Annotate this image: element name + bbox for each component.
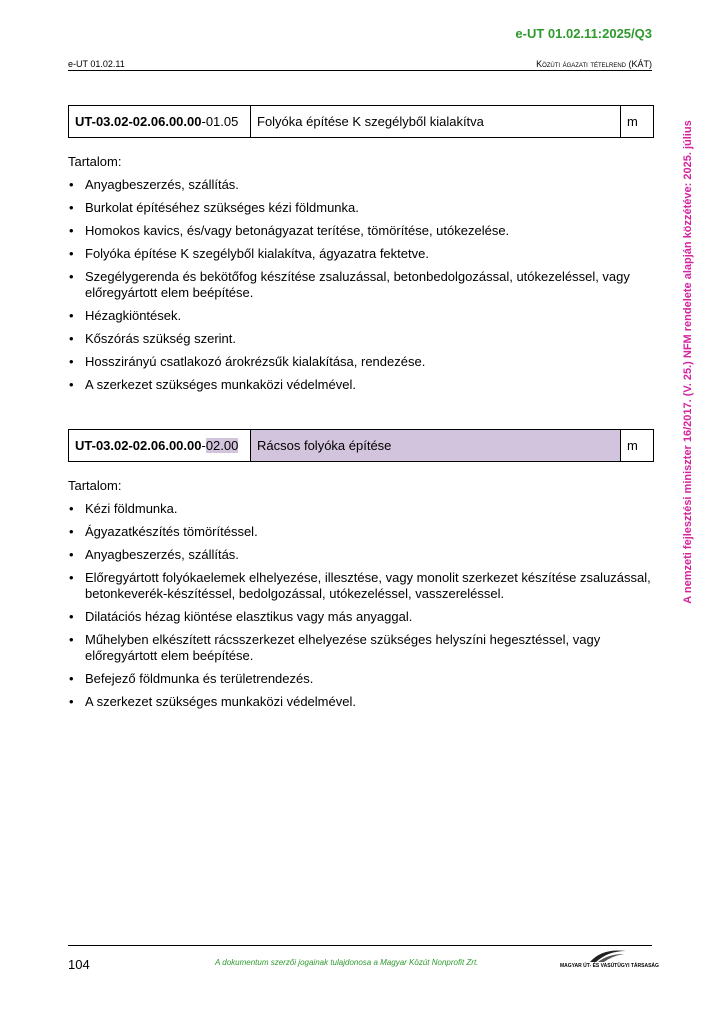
- logo-mark-icon: [588, 948, 628, 964]
- organization-logo: [560, 948, 659, 970]
- logo-text: MAGYAR ÚT- ÉS VASÚTÜGYI TÁRSASÁG: [560, 963, 659, 969]
- header-right: [536, 59, 652, 69]
- item-title: Rácsos folyóka építése: [251, 430, 621, 462]
- list-item: • Hosszirányú csatlakozó árokrézsűk kialakítása, rendezése.: [68, 354, 658, 370]
- side-note-text: A nemzeti fejlesztési miniszter 16/2017. (V. 25.) NFM rendelete alapján közzétéve: 2025. július: [682, 120, 694, 604]
- content-list: [68, 501, 658, 710]
- list-item: • Befejező földmunka és területrendezés.: [68, 671, 658, 687]
- header-divider: [68, 70, 652, 71]
- list-item: • Szegélygerenda és bekötőfog készítése zsaluzással, betonbedolgozással, utókezeléssel, vagy előregyártott elem beépítése.: [68, 269, 658, 301]
- list-item: • Ágyazatkészítés tömörítéssel.: [68, 524, 658, 540]
- footer-divider: [68, 945, 652, 946]
- item-table-1: [68, 105, 654, 138]
- list-item: • Folyóka építése K szegélyből kialakítva, ágyazatra fektetve.: [68, 246, 658, 262]
- list-item: • Kézi földmunka.: [68, 501, 658, 517]
- content-label: Tartalom:: [68, 478, 122, 493]
- item-title: Folyóka építése K szegélyből kialakítva: [251, 106, 621, 138]
- list-item: • Előregyártott folyókaelemek elhelyezése, illesztése, vagy monolit szerkezet készítése zsaluzással, betonkeverék-készítéssel, bedolgozással, utókezeléssel, vasszereléssel.: [68, 570, 658, 602]
- content-list: [68, 177, 658, 393]
- header-left: e-UT 01.02.11: [68, 59, 125, 69]
- list-item: • A szerkezet szükséges munkaközi védelmével.: [68, 694, 658, 710]
- header-right-abbr: (KÁT): [626, 59, 652, 69]
- list-item: • Hézagkiöntések.: [68, 308, 658, 324]
- list-item: • Anyagbeszerzés, szállítás.: [68, 547, 658, 563]
- header-right-title: Közúti ágazati tételrend: [536, 59, 626, 69]
- content-label: Tartalom:: [68, 154, 122, 169]
- list-item: • A szerkezet szükséges munkaközi védelmével.: [68, 377, 658, 393]
- item-code: UT-03.02-02.06.00.00-02.00: [69, 430, 251, 462]
- item-content-1: [68, 154, 658, 400]
- item-unit: m: [621, 106, 654, 138]
- copyright-notice: A dokumentum szerzői jogainak tulajdonosa a Magyar Közút Nonprofit Zrt.: [215, 958, 479, 967]
- item-code: UT-03.02-02.06.00.00-01.05: [69, 106, 251, 138]
- document-id: e-UT 01.02.11:2025/Q3: [515, 26, 652, 41]
- list-item: • Műhelyben elkészített rácsszerkezet elhelyezése szükséges helyszíni hegesztéssel, vagy előregyártott elem beépítése.: [68, 632, 658, 664]
- list-item: • Dilatációs hézag kiöntése elasztikus vagy más anyaggal.: [68, 609, 658, 625]
- page-number: 104: [68, 957, 90, 972]
- side-note: [683, 97, 693, 627]
- list-item: • Homokos kavics, és/vagy betonágyazat terítése, tömörítése, utókezelése.: [68, 223, 658, 239]
- item-content-2: [68, 478, 658, 717]
- list-item: • Anyagbeszerzés, szállítás.: [68, 177, 658, 193]
- item-table-2: [68, 429, 654, 462]
- item-unit: m: [621, 430, 654, 462]
- list-item: • Burkolat építéséhez szükséges kézi földmunka.: [68, 200, 658, 216]
- list-item: • Kőszórás szükség szerint.: [68, 331, 658, 347]
